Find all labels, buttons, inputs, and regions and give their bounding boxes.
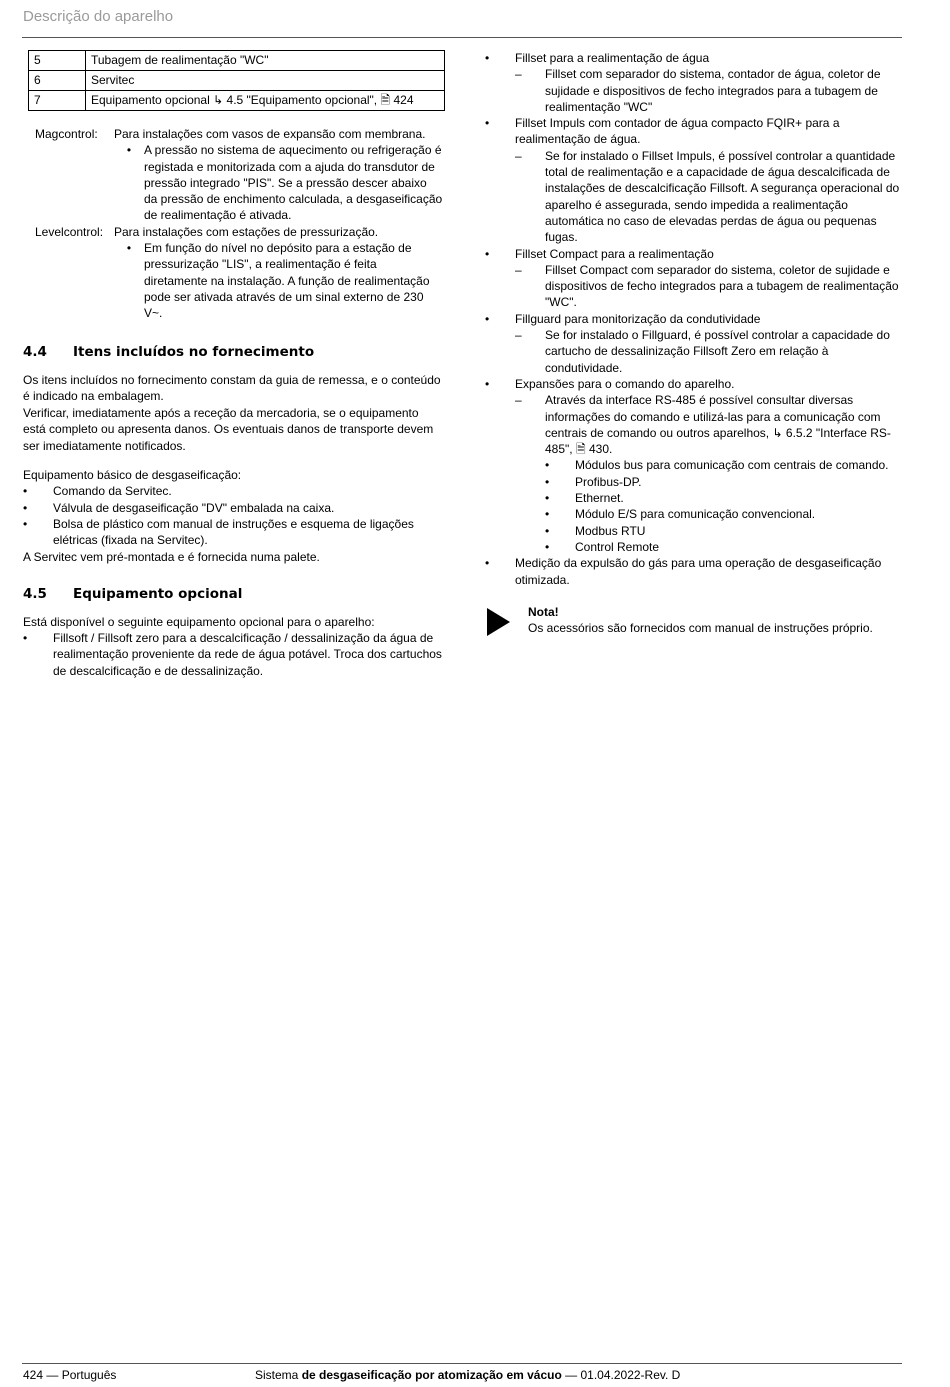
list-item-text: Se for instalado o Fillset Impuls, é possível controlar a quantidade total de realimentação e a capacidade de água descalcificada de instalações de descalcificação Fillsoft. A segurança operacional do aparelho é assegurada, sendo impedida a realimentação automática no caso de elevadas perdas de água ou pequenas fugas. <box>545 148 900 245</box>
list-item-text: Medição da expulsão do gás para uma operação de desgaseificação otimizada. <box>515 556 882 587</box>
list-item-text: Fillset para a realimentação de água <box>515 51 710 65</box>
cross-ref-link[interactable]: 4.5 "Equipamento opcional", <box>226 93 378 107</box>
sub-sub-list-item <box>485 457 905 473</box>
cross-ref-link[interactable]: 6.5.2 "Interface RS-485", <box>545 425 891 457</box>
dash-icon: – <box>515 328 522 343</box>
list-item-text: Módulo E/S para comunicação convencional. <box>575 507 816 522</box>
link-arrow-icon: ↳ <box>772 425 783 440</box>
list-item-body: Através da interface RS-485 é possível consultar diversas informações do comando e utilizá-las para a comunicação com centrais de comando ou outros aparelhos, <box>545 393 881 440</box>
list-item-text: Fillguard para monitorização da condutividade <box>515 311 761 326</box>
section-heading-4-5 <box>23 585 443 603</box>
table-cell-num: 6 <box>29 71 86 91</box>
list-item-text: Se for instalado o Fillguard, é possível controlar a capacidade do cartucho de dessalinização Fillsoft Zero em relação à condutividade. <box>545 328 890 375</box>
footer-title-bold: de desgaseificação por atomização em vácuo <box>301 1368 562 1382</box>
footer-divider <box>22 1363 902 1364</box>
bullet-icon: • <box>545 474 550 489</box>
list-item-text: Expansões para o comando do aparelho. <box>515 376 735 391</box>
page-header-title: Descrição do aparelho <box>23 8 174 25</box>
list-item-text: Válvula de desgaseificação "DV" embalada na caixa. <box>53 500 335 515</box>
sub-list-item <box>485 262 905 311</box>
definition-magcontrol <box>35 126 443 224</box>
page-icon: 🗎 <box>575 442 586 457</box>
paragraph: Os itens incluídos no fornecimento constam da guia de remessa, e o conteúdo é indicado na embalagem. <box>23 372 441 403</box>
bullet-icon: • <box>485 116 490 131</box>
paragraph: A Servitec vem pré-montada e é fornecida numa palete. <box>23 549 320 564</box>
definition-levelcontrol <box>35 224 443 322</box>
footer-title-prefix: Sistema <box>255 1368 299 1382</box>
list-item-text: Profibus-DP. <box>575 474 642 489</box>
bullet-icon: • <box>485 376 490 391</box>
table-cell-num: 5 <box>29 51 86 71</box>
list-item <box>485 555 905 588</box>
list-item <box>23 516 443 549</box>
table-row <box>29 51 445 71</box>
list-item-text: Ethernet. <box>575 491 624 506</box>
list-item <box>23 483 443 499</box>
list-item-text: Fillsoft / Fillsoft zero para a descalcificação / dessalinização da água de realimentação proveniente da rede de água potável. Troca dos cartuchos de descalcificação e de dessalinização. <box>53 631 442 678</box>
footer-document-title <box>255 1367 680 1383</box>
section-number: 4.5 <box>23 585 47 602</box>
page-icon: 🗎 <box>380 93 391 107</box>
list-item <box>485 115 905 148</box>
list-item-text: Control Remote <box>575 539 660 554</box>
bullet-icon: • <box>485 246 490 261</box>
note-text: Os acessórios são fornecidos com manual de instruções próprio. <box>528 621 873 636</box>
left-column <box>23 50 443 679</box>
list-item-text: Módulos bus para comunicação com centrais de comando. <box>575 458 889 473</box>
dash-icon: – <box>515 148 522 163</box>
footer-title-suffix: — 01.04.2022-Rev. D <box>565 1368 681 1382</box>
bullet-icon: • <box>126 241 132 256</box>
header-divider <box>22 37 902 38</box>
table-cell-text <box>86 91 445 111</box>
bullet-icon: • <box>545 523 550 538</box>
list-item-text: Comando da Servitec. <box>53 484 172 499</box>
bullet-icon: • <box>23 484 28 499</box>
paragraph: Equipamento básico de desgaseificação: <box>23 468 242 483</box>
list-item-text: A pressão no sistema de aquecimento ou refrigeração é registada e monitorizada com a ajuda do transdutor de pressão integrado "PIS". Se a pressão descer abaixo da pressão de enchimento calculada, a desgaseificação de realimentação é ativada. <box>144 143 443 223</box>
bullet-icon: • <box>545 458 550 473</box>
table-cell-num: 7 <box>29 91 86 111</box>
table-row <box>29 71 445 91</box>
bullet-icon: • <box>23 516 28 531</box>
legend-table <box>28 50 445 111</box>
section-title: Equipamento opcional <box>73 585 243 602</box>
bullet-icon: • <box>126 143 132 158</box>
list-item <box>114 142 443 223</box>
sub-list-item <box>485 148 905 246</box>
paragraph: Está disponível o seguinte equipamento opcional para o aparelho: <box>23 614 375 629</box>
table-cell-text: Servitec <box>86 71 445 91</box>
list-item <box>485 311 905 327</box>
dash-icon: – <box>515 67 522 82</box>
list-item-text: Bolsa de plástico com manual de instruções e esquema de ligações elétricas (fixada na Servitec). <box>53 516 414 548</box>
list-item <box>23 500 443 516</box>
dash-icon: – <box>515 262 522 277</box>
list-item <box>485 376 905 392</box>
bullet-icon: • <box>485 51 490 65</box>
note-title: Nota! <box>528 604 559 619</box>
sub-list-item <box>485 327 905 376</box>
table-cell-text: Tubagem de realimentação "WC" <box>86 51 445 71</box>
sub-list-item <box>485 66 905 115</box>
list-item-text: Fillset com separador do sistema, contador de água, coletor de sujidade e dispositivos de fecho integrados para a tubagem de realimentação "WC" <box>545 67 881 114</box>
sub-sub-list-item <box>485 506 905 522</box>
bullet-icon: • <box>23 631 28 646</box>
footer-page-info: 424 — Português <box>23 1368 117 1382</box>
bullet-icon: • <box>485 311 490 326</box>
sub-sub-list-item <box>485 490 905 506</box>
list-item-text: Em função do nível no depósito para a estação de pressurização "LIS", a realimentação é feita diretamente na instalação. A função de realimentação pode ser ativada através de um sinal externo de 230 V~. <box>144 241 430 321</box>
definition-list <box>23 126 443 322</box>
section-heading-4-4 <box>23 343 443 361</box>
dash-icon: – <box>515 393 522 408</box>
bullet-icon: • <box>485 556 490 571</box>
paragraph: Verificar, imediatamente após a receção da mercadoria, se o equipamento está completo ou apresenta danos. Os eventuais danos de transporte devem ser imediatamente notificados. <box>23 406 434 453</box>
bullet-icon: • <box>545 507 550 522</box>
cross-ref-page[interactable]: 424 <box>393 93 414 107</box>
definition-term: Levelcontrol: <box>35 224 104 239</box>
definition-intro: Para instalações com estações de pressurização. <box>114 224 379 239</box>
section-number: 4.4 <box>23 343 47 360</box>
list-item-text: Fillset Impuls com contador de água compacto FQIR+ para a realimentação de água. <box>515 116 840 147</box>
cross-ref-text: Equipamento opcional <box>91 93 210 107</box>
definition-term: Magcontrol: <box>35 127 98 141</box>
sub-sub-list-item <box>485 474 905 490</box>
list-item <box>485 246 905 262</box>
bullet-icon: • <box>545 539 550 554</box>
cross-ref-page[interactable]: 430. <box>588 442 613 457</box>
bullet-icon: • <box>23 500 28 515</box>
sub-sub-list-item <box>485 539 905 555</box>
table-row <box>29 91 445 111</box>
list-item-text: Fillset Compact para a realimentação <box>515 246 714 261</box>
section-title: Itens incluídos no fornecimento <box>73 343 315 360</box>
list-item-text: Fillset Compact com separador do sistema, coletor de sujidade e dispositivos de fecho integrados para a tubagem de realimentação "WC". <box>545 262 899 310</box>
bullet-icon: • <box>545 491 550 506</box>
sub-sub-list-item <box>485 523 905 539</box>
link-arrow-icon: ↳ <box>213 93 224 107</box>
definition-intro: Para instalações com vasos de expansão com membrana. <box>114 127 426 141</box>
sub-list-item <box>485 392 905 457</box>
list-item-text <box>545 392 905 457</box>
arrow-triangle-icon <box>487 608 510 636</box>
list-item-text: Modbus RTU <box>575 523 646 538</box>
note-box <box>485 604 905 637</box>
list-item <box>114 240 443 321</box>
list-item <box>485 50 905 66</box>
right-column <box>485 50 905 636</box>
list-item <box>23 630 443 679</box>
